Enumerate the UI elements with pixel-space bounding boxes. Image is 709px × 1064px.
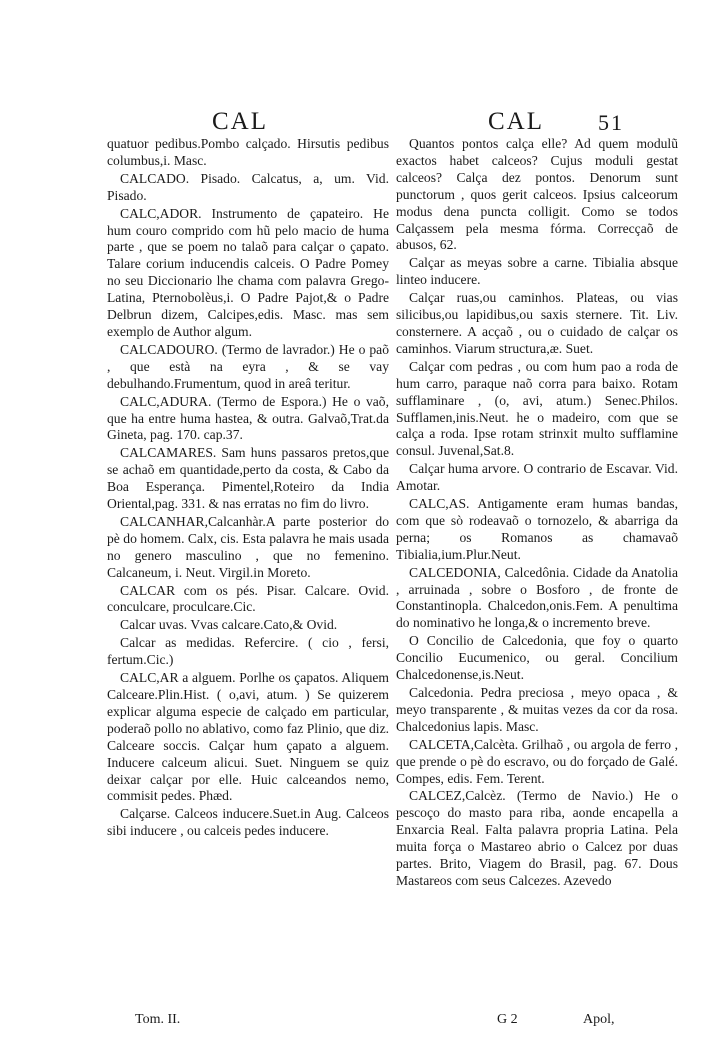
entry-paragraph: CALC,AR a alguem. Porlhe os çapatos. Aliquem Calceare.Plin.Hist. ( o,avi, atum. ) Se quizerem explicar alguma especie de calçado em particular, poderaõ pollo no ablativo, como faz Plinio, que diz. Calceare soccis. Calçar hum çapato a alguem. Inducere calceum alicui. Suet. Ninguem se quiz deixar calçar por elle. Huic calceandos nemo, commisit pedes. Phæd. <box>107 670 390 804</box>
entry-paragraph: CALC,AS. Antigamente eram humas bandas, com que sò rodeavaõ o tornozelo, & abarriga da perna; os Romanos as chamavaõ Tibialia,ium.Plur.Neut. <box>396 496 678 562</box>
entry-paragraph: CALC,ADOR. Instrumento de çapateiro. He hum couro comprido com hũ pelo macio de huma parte , que se poem no talaõ para calçar o çapato. Talare corium inducendis calceis. O Padre Pomey no seu Diccionario lhe chama com palavra Grego-Latina, Pternobolèus,i. O Padre Pajot,& o Padre Delbrun dizem, Calcipes,edis. Masc. mas sem exemplo de Author algum. <box>107 205 389 339</box>
entry-paragraph: Calçarse. Calceos inducere.Suet.in Aug. Calceos sibi inducere , ou calceis pedes inducere. <box>107 806 389 839</box>
entry-paragraph: CALCADO. Pisado. Calcatus, a, um. Vid. Pisado. <box>107 170 389 203</box>
entry-paragraph: CALCEZ,Calcèz. (Termo de Navio.) He o pescoço do masto para riba, aonde encapella a Enxarcia Real. Falta palavra propria Latina. Pela muita força o Mastareo abrio o Calcez por duas partes. Brito, Viagem do Brasil, pag. 67. Dous Mastareos com seus Calcezes. Azevedo <box>396 788 678 888</box>
footer-signature: G 2 <box>497 1012 518 1027</box>
entry-paragraph: Calçar huma arvore. O contrario de Escavar. Vid. Amotar. <box>396 461 678 494</box>
entry-paragraph: Calcar as medidas. Refercire. ( cio , fersi, fertum.Cic.) <box>107 635 389 668</box>
entry-paragraph: Calçar com pedras , ou com hum pao a roda de hum carro, paraque naõ corra para baixo. Rotam sufflaminare , (o, avi, atum.) Senec.Philos. Sufflamen,inis.Neut. he o madeiro, com que se calça a roda. Ipse rotam strinxit multo sufflamine consul. Juvenal,Sat.8. <box>396 358 678 459</box>
entry-paragraph: Calcar uvas. Vvas calcare.Cato,& Ovid. <box>120 617 338 633</box>
running-head-left: CAL <box>212 108 268 135</box>
entry-paragraph: CALCAMARES. Sam huns passaros pretos,que se achaõ em quantidade,perto da costa, & Cabo da Boa Esperança. Pimentel,Roteiro da India Oriental,pag. 331. & nas erratas no fim do livro. <box>107 445 389 512</box>
running-head-right: CAL <box>488 108 544 135</box>
entry-paragraph: CALCAR com os pés. Pisar. Calcare. Ovid. conculcare, proculcare.Cic. <box>107 582 389 615</box>
page-number: 51 <box>598 110 624 135</box>
entry-paragraph: O Concilio de Calcedonia, que foy o quarto Concilio Eucumenico, ou geral. Concilium Chalcedonense,is.Neut. <box>396 633 678 683</box>
entry-paragraph: quatuor pedibus.Pombo calçado. Hirsutis pedibus columbus,i. Masc. <box>107 136 389 168</box>
entry-paragraph: Calcedonia. Pedra preciosa , meyo opaca , & meyo transparente , & muitas vezes da cor da rosa. Chalcedonius lapis. Masc. <box>396 685 678 734</box>
right-column <box>396 136 678 891</box>
entry-paragraph: CALCADOURO. (Termo de lavrador.) He o paõ , que està na eyra , & se vay debulhando.Frumentum, quod in areâ teritur. <box>107 341 389 391</box>
entry-paragraph: CALC,ADURA. (Termo de Espora.) He o vaõ, que ha entre huma hastea, & outra. Galvaõ,Trat.da Gineta, pag. 170. cap.37. <box>107 393 389 443</box>
entry-paragraph: Quantos pontos calça elle? Ad quem modulũ exactos habet calceos? Cujus moduli gestat calceos? Calça dez pontos. Denorum sunt punctorum , quos gerit calceos. Ipsius calceorum modus dena puncta colligit. Como se todos Calçassem pela mesma fórma. Correcçaõ de abusos, 62. <box>396 136 678 253</box>
entry-paragraph: CALCANHAR,Calcanhàr.A parte posterior do pè do homem. Calx, cis. Esta palavra he mais usada no genero masculino , que no femenino. Calcaneum, i. Neut. Virgil.in Moreto. <box>107 513 389 580</box>
entry-paragraph: Calçar as meyas sobre a carne. Tibialia absque linteo inducere. <box>396 255 678 288</box>
entry-paragraph: CALCETA,Calcèta. Grilhaõ , ou argola de ferro , que prende o pè do escravo, ou do forçado de Galé. Compes, edis. Fem. Terent. <box>396 736 678 786</box>
footer-volume: Tom. II. <box>135 1012 181 1027</box>
footer-catchword: Apol, <box>583 1012 615 1027</box>
entry-paragraph: CALCEDONIA, Calcedônia. Cidade da Anatolia , arruinada , sobre o Bosforo , de fronte de Constantinopla. Chalcedon,onis.Fem. A penultima do nominativo he longa,& o incremento breve. <box>396 564 678 631</box>
entry-paragraph: Calçar ruas,ou caminhos. Plateas, ou vias silicibus,ou lapidibus,ou saxis sternere. Tit. Liv. consternere. A acçaõ , ou o cuidado de calçar os caminhos. Viarum structura,æ. Suet. <box>396 290 678 356</box>
left-column <box>107 136 389 841</box>
